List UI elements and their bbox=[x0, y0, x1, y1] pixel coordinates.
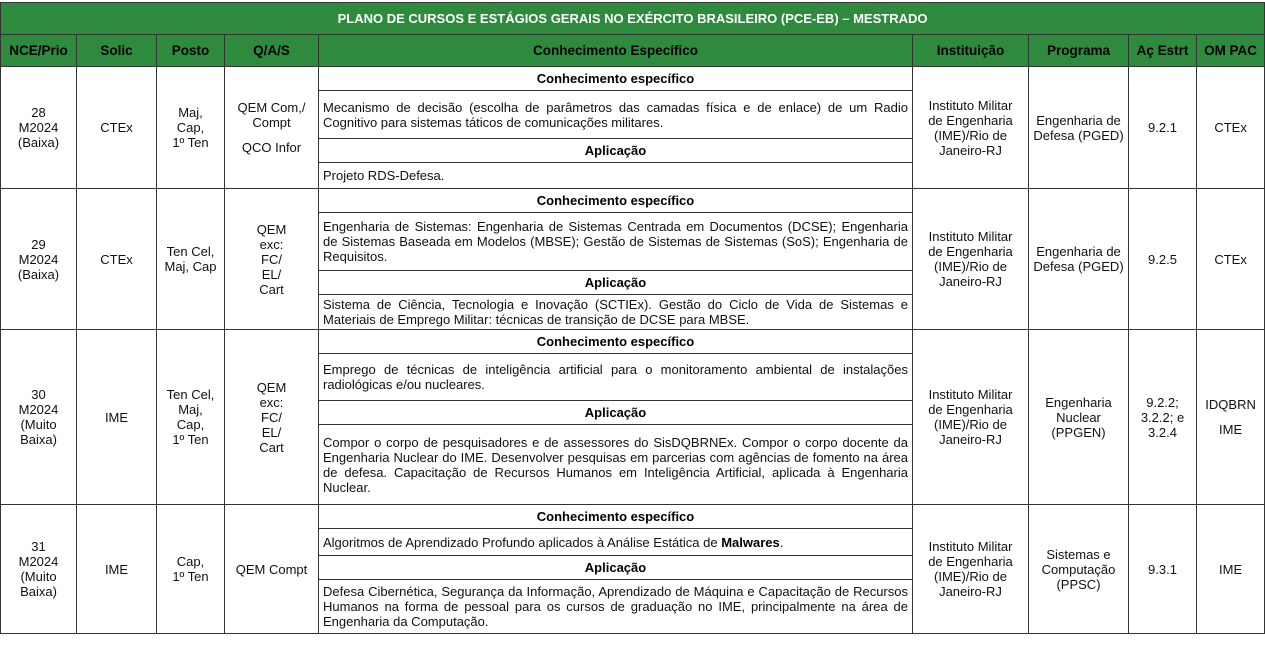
aplicacao-label: Aplicação bbox=[319, 139, 913, 163]
cell-instituicao bbox=[913, 189, 1029, 330]
conhecimento-text-part: Algoritmos de Aprendizado Profundo aplicados à Análise Estática de bbox=[323, 534, 722, 550]
spacer bbox=[1197, 412, 1264, 422]
priority: (Baixa) bbox=[17, 266, 60, 282]
ac-line: 9.2.2; bbox=[1146, 394, 1179, 410]
programa-line: Defesa (PGED) bbox=[1033, 259, 1124, 274]
posto-line: Ten Cel, bbox=[166, 244, 215, 259]
om-line: IDQBRN bbox=[1205, 397, 1256, 412]
header-nce: NCE/Prio bbox=[1, 35, 77, 67]
header-conhecimento: Conhecimento Específico bbox=[319, 35, 913, 67]
cell-programa bbox=[1029, 505, 1129, 634]
instituicao-line: de Engenharia bbox=[928, 244, 1013, 259]
qas-line: exc: bbox=[259, 394, 284, 410]
cell-programa bbox=[1029, 67, 1129, 189]
cell-solic bbox=[77, 505, 157, 634]
posto-line: Maj, bbox=[178, 105, 203, 120]
instituicao-line: Janeiro-RJ bbox=[939, 432, 1002, 447]
conhecimento-label: Conhecimento específico bbox=[319, 330, 913, 354]
header-programa: Programa bbox=[1029, 35, 1129, 67]
header-om-pac: OM PAC bbox=[1197, 35, 1265, 67]
qas-line: EL/ bbox=[261, 424, 282, 440]
nce-number: 29 bbox=[31, 236, 46, 252]
conhecimento-text: Mecanismo de decisão (escolha de parâmetros das camadas física e de enlace) de um Radio Cognitivo para sistemas táticos de comunicações militares. bbox=[319, 91, 913, 139]
table-title: PLANO DE CURSOS E ESTÁGIOS GERAIS NO EXÉRCITO BRASILEIRO (PCE-EB) – MESTRADO bbox=[1, 3, 1265, 35]
header-row bbox=[1, 35, 1265, 67]
priority: (Muito Baixa) bbox=[20, 417, 57, 447]
instituicao-line: (IME)/Rio de bbox=[934, 417, 1007, 432]
cell-om-pac bbox=[1197, 505, 1265, 634]
qas-line: FC/ bbox=[261, 251, 282, 267]
cell-ac-estrt bbox=[1129, 330, 1197, 505]
ac-line: 9.2.1 bbox=[1148, 120, 1177, 135]
spacer bbox=[225, 130, 318, 140]
instituicao-line: Janeiro-RJ bbox=[939, 584, 1002, 599]
priority: (Muito Baixa) bbox=[20, 569, 57, 599]
cell-posto bbox=[157, 505, 225, 634]
qas-line: QEM bbox=[256, 221, 287, 237]
cell-om-pac bbox=[1197, 189, 1265, 330]
cell-qas bbox=[225, 505, 319, 634]
programa-line: (PPGEN) bbox=[1051, 424, 1106, 440]
om-line: CTEx bbox=[1214, 251, 1247, 267]
cell-ac-estrt bbox=[1129, 505, 1197, 634]
cell-om-pac bbox=[1197, 330, 1265, 505]
qas-line: QCO Infor bbox=[241, 140, 302, 155]
nce-number: 31 bbox=[31, 539, 46, 554]
aplicacao-label: Aplicação bbox=[319, 556, 913, 580]
nce-number: 28 bbox=[31, 105, 46, 120]
solic-value: IME bbox=[104, 409, 129, 425]
cell-posto bbox=[157, 67, 225, 189]
instituicao-line: (IME)/Rio de bbox=[934, 127, 1007, 143]
conhecimento-text-bold: Malwares bbox=[721, 534, 780, 550]
cell-programa bbox=[1029, 189, 1129, 330]
solic-value: IME bbox=[104, 561, 129, 577]
instituicao-line: Instituto Militar bbox=[928, 387, 1013, 402]
qas-line: Cart bbox=[259, 281, 284, 297]
table-row bbox=[1, 189, 1265, 213]
qas-line: FC/ bbox=[261, 409, 282, 425]
cell-solic bbox=[77, 330, 157, 505]
posto-line: Maj, Cap bbox=[164, 259, 217, 274]
cell-om-pac bbox=[1197, 67, 1265, 189]
posto-line: Maj, bbox=[178, 402, 203, 417]
cell-qas bbox=[225, 330, 319, 505]
conhecimento-label: Conhecimento específico bbox=[319, 67, 913, 91]
posto-line: Cap, bbox=[176, 554, 205, 569]
programa-line: Engenharia de bbox=[1036, 244, 1121, 259]
om-line: IME bbox=[1219, 422, 1243, 437]
instituicao-line: Janeiro-RJ bbox=[939, 142, 1002, 158]
posto-line: Cap, bbox=[176, 417, 205, 432]
posto-line: Ten Cel, bbox=[166, 387, 215, 402]
priority: (Baixa) bbox=[17, 135, 60, 150]
header-ac-estrt: Aç Estrt bbox=[1129, 35, 1197, 67]
cell-solic bbox=[77, 67, 157, 189]
qas-line: Cart bbox=[259, 439, 284, 455]
cell-solic bbox=[77, 189, 157, 330]
instituicao-line: Instituto Militar bbox=[928, 229, 1013, 244]
conhecimento-label: Conhecimento específico bbox=[319, 189, 913, 213]
cell-programa bbox=[1029, 330, 1129, 505]
om-line: IME bbox=[1219, 561, 1243, 577]
instituicao-line: (IME)/Rio de bbox=[934, 259, 1007, 274]
ac-line: 9.2.5 bbox=[1148, 251, 1177, 267]
posto-line: 1º Ten bbox=[172, 135, 209, 150]
header-instituicao: Instituição bbox=[913, 35, 1029, 67]
programa-line: Sistemas e bbox=[1046, 546, 1111, 562]
instituicao-line: Instituto Militar bbox=[928, 539, 1013, 554]
cell-posto bbox=[157, 189, 225, 330]
cell-ac-estrt bbox=[1129, 67, 1197, 189]
nce-code: M2024 bbox=[18, 402, 59, 417]
posto-line: 1º Ten bbox=[172, 569, 209, 584]
solic-value: CTEx bbox=[100, 120, 133, 135]
qas-line: Compt bbox=[252, 115, 291, 130]
nce-number: 30 bbox=[31, 387, 46, 402]
cell-instituicao bbox=[913, 67, 1029, 189]
qas-line: QEM Compt bbox=[235, 561, 308, 577]
cell-nce bbox=[1, 330, 77, 505]
instituicao-line: Instituto Militar bbox=[928, 97, 1013, 113]
qas-line: exc: bbox=[259, 236, 284, 252]
aplicacao-label: Aplicação bbox=[319, 271, 913, 295]
cell-ac-estrt bbox=[1129, 189, 1197, 330]
nce-code: M2024 bbox=[18, 554, 59, 569]
programa-line: (PPSC) bbox=[1056, 576, 1101, 592]
programa-line: Engenharia de bbox=[1036, 112, 1121, 128]
instituicao-line: de Engenharia bbox=[928, 554, 1013, 569]
conhecimento-text: Emprego de técnicas de inteligência artificial para o monitoramento ambiental de instalações radiológicas e/ou nucleares. bbox=[319, 354, 913, 401]
programa-line: Defesa (PGED) bbox=[1033, 127, 1124, 143]
instituicao-line: de Engenharia bbox=[928, 112, 1013, 128]
cell-nce bbox=[1, 67, 77, 189]
posto-line: 1º Ten bbox=[172, 432, 209, 447]
cell-posto bbox=[157, 330, 225, 505]
cell-nce bbox=[1, 505, 77, 634]
table-row bbox=[1, 67, 1265, 91]
cell-qas bbox=[225, 67, 319, 189]
header-posto: Posto bbox=[157, 35, 225, 67]
conhecimento-text bbox=[319, 529, 913, 556]
instituicao-line: de Engenharia bbox=[928, 402, 1013, 417]
conhecimento-text-part: . bbox=[779, 534, 784, 550]
programa-line: Nuclear bbox=[1056, 409, 1101, 425]
aplicacao-text: Sistema de Ciência, Tecnologia e Inovação (SCTIEx). Gestão do Ciclo de Vida de Sistemas e Materiais de Emprego Militar: técnicas de transição de DCSE para MBSE. bbox=[319, 295, 913, 330]
ac-line: 9.3.1 bbox=[1148, 561, 1177, 577]
qas-line: QEM bbox=[256, 379, 287, 395]
header-qas: Q/A/S bbox=[225, 35, 319, 67]
qas-line: EL/ bbox=[261, 266, 282, 282]
ac-line: 3.2.2; e bbox=[1140, 409, 1185, 425]
ac-line: 3.2.4 bbox=[1148, 424, 1177, 440]
cell-qas bbox=[225, 189, 319, 330]
cell-instituicao bbox=[913, 330, 1029, 505]
qas-line: QEM Com,/ bbox=[237, 100, 306, 115]
aplicacao-text: Projeto RDS-Defesa. bbox=[319, 163, 913, 189]
nce-code: M2024 bbox=[18, 251, 59, 267]
aplicacao-text: Defesa Cibernética, Segurança da Informação, Aprendizado de Máquina e Capacitação de Recursos Humanos na forma de pessoal para os cursos de graduação no IME, principalmente na área de Engenharia da Computação. bbox=[319, 580, 913, 634]
course-plan-table bbox=[0, 2, 1265, 634]
solic-value: CTEx bbox=[100, 251, 133, 267]
header-solic: Solic bbox=[77, 35, 157, 67]
nce-code: M2024 bbox=[18, 120, 59, 135]
cell-instituicao bbox=[913, 505, 1029, 634]
table-row bbox=[1, 330, 1265, 354]
conhecimento-text: Engenharia de Sistemas: Engenharia de Sistemas Centrada em Documentos (DCSE); Engenharia de Sistemas Baseada em Modelos (MBSE); Gestão de Sistemas de Sistemas (SoS); Engenharia de Requisitos. bbox=[319, 213, 913, 271]
programa-line: Engenharia bbox=[1045, 394, 1112, 410]
conhecimento-label: Conhecimento específico bbox=[319, 505, 913, 529]
instituicao-line: Janeiro-RJ bbox=[939, 274, 1002, 289]
cell-nce bbox=[1, 189, 77, 330]
om-line: CTEx bbox=[1214, 120, 1247, 135]
aplicacao-text: Compor o corpo de pesquisadores e de assessores do SisDQBRNEx. Compor o corpo docente da Engenharia Nuclear do IME. Desenvolver pesquisas em parcerias com agências de fomento na área de defesa. Capacitação de Recursos Humanos em Inteligência Artificial, aplicada à Engenharia Nuclear. bbox=[319, 425, 913, 505]
aplicacao-label: Aplicação bbox=[319, 401, 913, 425]
posto-line: Cap, bbox=[176, 120, 205, 135]
table-row bbox=[1, 505, 1265, 529]
instituicao-line: (IME)/Rio de bbox=[934, 569, 1007, 584]
programa-line: Computação bbox=[1041, 561, 1116, 577]
